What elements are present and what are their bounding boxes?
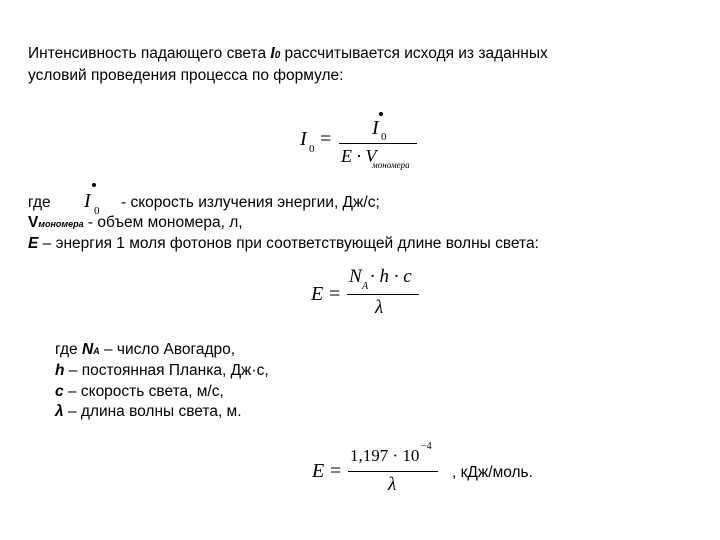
intro-line-1 xyxy=(28,44,548,66)
defs2-h-line xyxy=(55,361,269,381)
intro-i0-symbol: I xyxy=(270,45,275,62)
defs2-c-symbol: c xyxy=(55,383,64,400)
defs2-l-line xyxy=(55,402,242,422)
intro-text-a: Интенсивность падающего света xyxy=(28,45,271,62)
f1-num-sub: 0 xyxy=(381,131,387,143)
defs-i0-symbol: I xyxy=(84,190,91,212)
defs-v-sub: мономера xyxy=(38,219,84,229)
defs2-l-desc: – длина волны света, м. xyxy=(63,403,242,420)
f2-num-rest: · h · c xyxy=(370,266,412,287)
defs2-na-sub: A xyxy=(93,346,100,356)
f2-num-sub: A xyxy=(362,281,369,292)
defs2-l-symbol: λ xyxy=(55,403,64,420)
defs-v-desc: - объем мономера, л, xyxy=(83,214,243,231)
f1-lhs: I xyxy=(300,128,307,150)
intro-line-2: условий проведения процесса по формуле: xyxy=(28,67,344,84)
defs2-h-desc: – постоянная Планка, Дж·с, xyxy=(64,362,269,379)
defs2-na-desc: – число Авогадро, xyxy=(99,341,236,358)
f2-lhs: E xyxy=(311,283,324,305)
f3-num-exp: −4 xyxy=(421,441,432,452)
f1-den-sub: мономера xyxy=(372,160,410,170)
defs-e-line xyxy=(28,234,539,254)
f3-lhs: E xyxy=(312,460,325,482)
intro-text-b: рассчитывается исходя из заданных xyxy=(280,45,548,62)
defs-v-line xyxy=(28,213,243,234)
f1-num: I xyxy=(372,117,379,139)
defs2-na-pre: где xyxy=(55,341,82,358)
defs2-h-symbol: h xyxy=(55,362,65,379)
defs-v-symbol: V xyxy=(28,214,39,231)
defs-e-desc: – энергия 1 моля фотонов при соответствующей длине волны света: xyxy=(38,235,539,252)
defs2-c-line xyxy=(55,382,224,402)
defs2-na-line xyxy=(55,340,235,361)
f1-den: E · V xyxy=(341,146,377,166)
defs-gde: где xyxy=(28,194,51,211)
f3-fraction-bar xyxy=(348,471,438,472)
f1-eq: = xyxy=(320,128,332,150)
defs2-na-symbol: N xyxy=(81,341,94,358)
f3-eq: = xyxy=(330,460,342,482)
defs-e-symbol: E xyxy=(28,235,39,252)
defs-i0-dot-icon xyxy=(92,183,96,187)
f3-den: λ xyxy=(388,474,397,495)
f3-unit: , кДж/моль. xyxy=(452,464,533,481)
f2-num: N xyxy=(349,266,362,287)
f2-den: λ xyxy=(375,297,384,318)
f2-eq: = xyxy=(329,283,341,305)
f1-fraction-bar xyxy=(339,143,417,144)
f2-fraction-bar xyxy=(347,294,419,295)
f1-dot-icon xyxy=(379,112,383,116)
f3-num: 1,197 · 10 xyxy=(350,446,420,465)
defs-i0-desc: - скорость излучения энергии, Дж/с; xyxy=(121,194,380,211)
intro-i0-sub: 0 xyxy=(274,50,281,61)
defs2-c-desc: – скорость света, м/с, xyxy=(63,383,224,400)
f1-lhs-sub: 0 xyxy=(309,143,315,155)
defs-i0-sub: 0 xyxy=(94,205,100,217)
